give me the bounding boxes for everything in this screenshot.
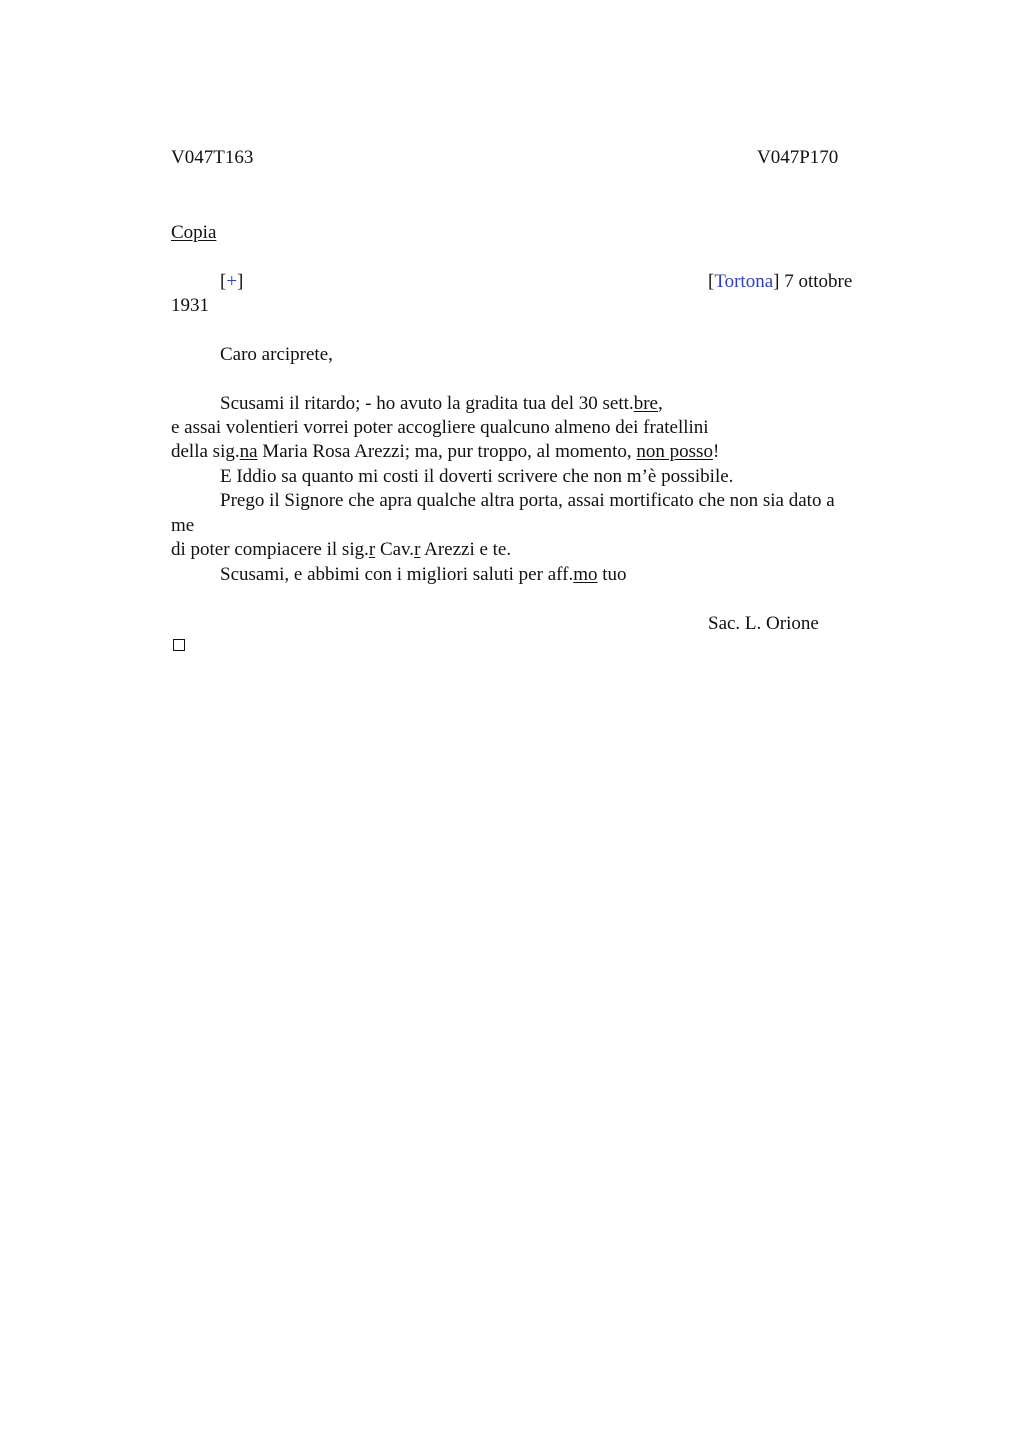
body-line-5: Prego il Signore che apra qualche altra porta, assai mortificato che non sia dato a [220, 490, 835, 511]
bracket: ] [237, 271, 244, 292]
date-text: 7 ottobre [779, 271, 853, 292]
body-line-6: me [171, 515, 195, 536]
cross-mark [220, 270, 243, 294]
left-code: V047T163 [171, 147, 254, 168]
place-date [708, 270, 852, 294]
body-line-3: della sig.na Maria Rosa Arezzi; ma, pur troppo, al momento, non posso! [171, 441, 720, 462]
body-line-7: di poter compiacere il sig.r Cav.r Arezzi e te. [171, 539, 512, 560]
body-line-1: Scusami il ritardo; - ho avuto la gradita tua del 30 sett.bre, [220, 393, 663, 414]
bracket: ] [773, 271, 780, 292]
salutation: Caro arciprete, [220, 344, 333, 365]
body-line-4: E Iddio sa quanto mi costi il doverti scrivere che non m’è possibile. [220, 466, 734, 487]
right-code: V047P170 [757, 147, 839, 168]
body-line-2: e assai volentieri vorrei poter accogliere qualcuno almeno dei fratellini [171, 417, 709, 438]
signature: Sac. L. Orione [708, 613, 819, 634]
bracket: [ [708, 271, 715, 292]
body-line-8: Scusami, e abbimi con i migliori saluti per aff.mo tuo [220, 564, 627, 585]
place-link[interactable]: Tortona [714, 271, 774, 292]
cross-link[interactable]: + [226, 271, 238, 292]
year: 1931 [171, 295, 209, 316]
doc-type: Copia [171, 222, 217, 243]
bracket: [ [220, 271, 227, 292]
end-box-icon [173, 639, 185, 651]
